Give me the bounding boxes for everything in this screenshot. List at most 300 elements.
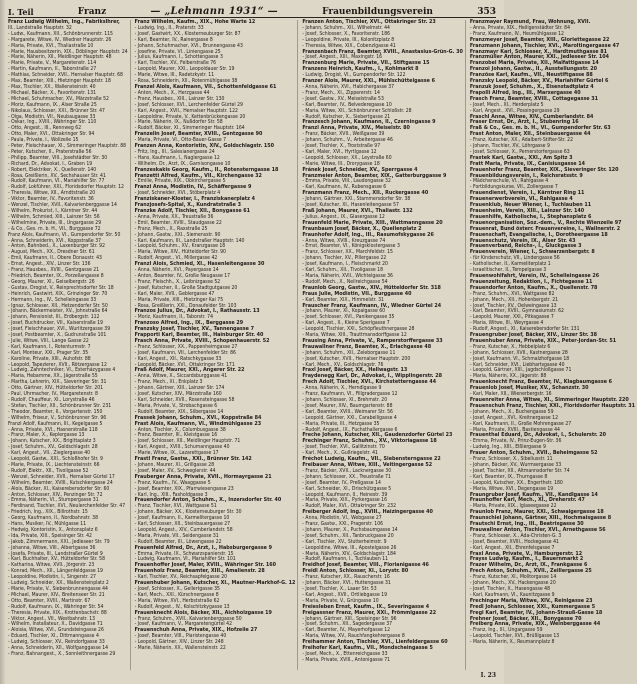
directory-entry: - Maria, Witwe, XVI., Herbststraße 62 <box>134 597 220 604</box>
directory-entry: - Aloisia, Witwe, XVI., Grundsteingasse 26 <box>8 627 104 634</box>
directory-entry: Frauendienst, Verein, I., Kärntner Ring 11 <box>469 190 585 197</box>
directory-entry: - Karl, Maler, XVII., Geblergasse 47 <box>134 290 215 297</box>
directory-entry: - Karl, Maler, XVI., Hyrtlgasse 12 <box>302 148 377 155</box>
directory-entry: Fraunlob Georg, Gastw., XIV., Hütteldorfer Str. 318 <box>302 284 441 291</box>
directory-entry: - Rosa, Schneiderin, XII., Rotenmühlgasse 38 <box>134 78 238 85</box>
directory-entry: Frauenlob Josef, Musiker, XV., Schanzstr. 30 <box>469 385 589 392</box>
directory-entry: III., Landstraße Hauptstr. 32 <box>8 24 72 31</box>
directory-entry: - Karl, Maler, XII., Wienerbergstr. 16 <box>469 391 552 398</box>
directory-entry: - Wenzel, Schneider, XVII., Hernalser Gürtel 17 <box>8 473 115 480</box>
directory-entry: - Maria, Private, V., Strobachgasse 6 <box>134 402 218 409</box>
directory-entry: - Emma, Näherin, VI., Stumpergasse 31 <box>8 497 99 504</box>
directory-entry: - Johann, Tischler, XV., Pillergasse 22 <box>302 255 387 262</box>
directory-entry: - Johann, Schlosser, XI., Brehmstr. 20 <box>302 397 388 403</box>
directory-entry: - Leopoldine, Private, III., Kolonitzplatz 8 <box>302 36 395 43</box>
directory-entry: - Ida, Private, XIII., Speisinger Str. 42 <box>8 532 92 539</box>
directory-entry: - Johann, Bäckermeister, XV., Johnstraße 64 <box>8 308 108 315</box>
column-3 <box>300 20 466 670</box>
directory-entry: - Friedrich, Beamter, IX., Porzellangasse 8 <box>8 272 104 279</box>
directory-entry: - Nikolaus, Schlosser, XXI., Brünner Str. 47 <box>8 107 105 114</box>
directory-entry: - Josef, Tischler, X., Troststraße 97 <box>302 143 381 150</box>
directory-entry: - Anton, Beamter, IV., Große Neugasse 17 <box>134 272 231 279</box>
directory-entry: - Josefa, Private, III., Landstraßer Gürtel 9 <box>8 550 103 557</box>
directory-entry: - Viktor, Beamter, IV., Favoritenstr. 36 <box>8 196 94 203</box>
directory-entry: Frauenfeld Marie, Private, XIII., Wattmanngasse 20 <box>302 219 443 226</box>
directory-entry: - Maria, Private, III., Hetzgasse 35 <box>302 420 380 427</box>
directory-entry: Franzetti Alfred, Kaufm., VII., Kirchengasse 32 <box>134 172 262 179</box>
directory-entry: Frastl Franz, Gastw., XXI., Brünner Str. 142 <box>134 456 252 463</box>
directory-entry: Frapporti Karl, Beamter, III., Hainburger Str. 40 <box>134 332 264 339</box>
directory-entry: Frapolli Alfred, Ing., III., Marxergasse 40 <box>469 89 581 96</box>
directory-entry: Frassek Johann, Schuhm., XVI., Koppstraße 84 <box>134 414 262 421</box>
directory-entry: Fredl Johann, Schlosser, XXI., Kummergasse 5 <box>469 603 596 610</box>
directory-entry: - Johann, Mech., XII., Hohenbergstr. 21 <box>469 296 559 303</box>
directory-entry: - Johann, Schuhm., V., Arbeitergasse 46 <box>302 137 393 144</box>
directory-entry: - Leopold, Kaufmann, II., Heinestr. 39 <box>302 491 388 498</box>
directory-entry: - Max, Beamter, XIII., Hietzinger Hauptstr. 18 <box>8 78 111 85</box>
page-footer: I. 23 <box>480 672 496 679</box>
directory-entry: Frauenthal Eduard, Dr., Advokat, I., Schulerstr. 20 <box>469 432 607 439</box>
directory-entry: Frauenknecht Alois, Bäcker, XII., Aichholzgasse 19 <box>134 609 272 616</box>
directory-entry: Fraus Julie, Modistin, VII., Burggasse 40 <box>302 290 412 297</box>
directory-entry: - Ludwig, Schlosser, XV., Reindorfgasse 33 <box>8 639 105 646</box>
directory-entry: Frauenklub, Neuer Wiener, I., Tuchlauben 11 <box>469 202 592 209</box>
directory-entry: - Anna, Witwe, X., Siccardsburggasse 41 <box>134 373 228 380</box>
directory-entry: Franzoi Johann, Gastw., II., Ausstellungsstr. 20 <box>469 66 598 73</box>
directory-entry: Frechinger Franz, Schuhm., XV., Viktoriagasse 18 <box>302 438 437 445</box>
directory-entry: Fraß Adolf, Maurer, XXI., Angerer Str. 22 <box>134 367 245 374</box>
directory-entry: - Otto, Beamter, XVIII., Martinstr. 67 <box>8 597 91 604</box>
directory-entry: - Josef, Kaufmann, VI., Schmalzhofgasse 18 <box>469 355 570 362</box>
header-title: — „Lehmann 1931“ — <box>150 6 278 17</box>
directory-entry: Freibauer Anna, Witwe, XIII., Veitingergasse 52 <box>302 461 433 468</box>
directory-entry: - Johann, Mech., XV., Hackengasse 20 <box>469 580 556 587</box>
directory-entry: - Karl, Beamter, IX., Thurngasse 8 <box>469 473 548 480</box>
directory-entry: - Karl, Angest., II., Kleine Sperlgasse 7 <box>302 320 390 327</box>
directory-entry: Frechinger Maria, Witwe, XIV., Reinlgasse 23 <box>469 597 593 604</box>
directory-entry: - Rudolf, Kaufmann, VI., Mariahilfer Str. 77 <box>8 178 105 185</box>
directory-entry: - Rudolf, Beamter, XIX., Silbergasse 14 <box>134 408 224 415</box>
directory-entry: Frauendorfer Anton, Schuhm., X., Inzersdorfer Str. 40 <box>134 497 282 504</box>
directory-entry: - Leopold, Tischler, XXI., Schöpfleuthnergasse 28 <box>302 326 415 333</box>
directory-entry: - Anna, Private, XVI., Hasnerstraße 118 <box>8 426 98 433</box>
directory-entry: Frast Alois, Kaufmann, VI., Windmühlgasse 23 <box>134 420 262 427</box>
directory-entry: Franzen Anton, Tischler, XVI., Ottakringer Str. 23 <box>302 19 436 25</box>
directory-entry: - Rudolf, Chauffeur, XI., Lorystraße 46 <box>8 397 95 403</box>
directory-entry: - Karl, Tischler, XV., Stutterheimstr. 9 <box>302 538 387 545</box>
directory-entry: - Stefan, Tischler, XII., Schönbrunner Str. 231 <box>8 402 112 409</box>
directory-entry: Frauenhuber Johann, Kutscher, XI., Mautner-Markhof-G. 12 <box>134 580 296 587</box>
directory-entry: - Karl, Angest., XVI., Possingergasse 29 <box>469 107 560 114</box>
directory-entry: - Michael, Schuhmacher, XV., Märzstraße 52 <box>8 95 109 102</box>
directory-entry: - Maria, Witwe, XVI., Degengasse 19 <box>469 485 554 492</box>
directory-entry: - Ludwig, Zahntechniker, VI., Esterházygasse 4 <box>8 367 116 374</box>
directory-entry: - Franz, Hausbes., XIII., Lainzer Str. 130 <box>134 95 225 102</box>
directory-entry: Franzesch Johann, Kaufmann, II., Czerningasse 9 <box>302 119 436 126</box>
directory-entry: - Theresia, Witwe, XIX., Cobenzlgasse 41 <box>302 42 396 49</box>
directory-entry: Fraunbaum Josef, Bäcker, X., Quellenplatz 2 <box>302 225 422 232</box>
directory-entry: - Karl, Beamter, IV., Rainergasse 8 <box>134 36 213 43</box>
directory-entry: - Rudolf, Angest., IX., Fuchsthallergasse 6 <box>302 426 398 433</box>
directory-entry: - Otto, Gärtner, XIV., Hütteldorfer Str. 201 <box>8 385 104 392</box>
directory-entry: - Emil, Kaufmann, II., Obere Donaustr. 43 <box>8 255 102 262</box>
directory-entry: - Rosa, Greißlerin, XV., Sechshauser Str. 41 <box>8 172 106 179</box>
directory-entry: - Alois, Bäcker, XI., Kaiserebersdorfer Str. 60 <box>8 485 110 492</box>
directory-entry: - Fritz, Ing., III., Salesianergasse 24 <box>134 148 215 155</box>
directory-entry: - Josef, Schuhm., XII., Tanbruckgasse 20 <box>302 532 394 539</box>
directory-entry: - Maria, Private, V., Grüngasse 10 <box>302 597 379 604</box>
directory-entry: - Johann, Gärtner, XIII., Lainzer Str. 174 <box>134 385 225 392</box>
directory-entry: - Josef, Schuhm., XV., Goldschlagstr. 28 <box>8 444 98 451</box>
directory-entry: - Karl, Tischler, XV., Felberstraße 76 <box>134 60 217 67</box>
directory-entry: - Heinrich, Gastwirt, XIX., Grinzinger Str. 70 <box>8 290 108 297</box>
directory-entry: Frauenreiter Anna, Witwe, XI., Simmeringer Hauptstr. 220 <box>469 397 629 403</box>
directory-entry: - Maria, Private, XVIII., Antonigasse 71 <box>302 656 391 663</box>
directory-entry: - Karl, Angest., XII., Ehrenfelsgasse 7 <box>469 544 555 551</box>
directory-entry: - Anna, Private, XIX., Heiligenstädter Str. 84 <box>469 24 571 31</box>
directory-entry: Franzjosefs-Spital, X., Kundratstraße 3 <box>134 202 241 209</box>
directory-entry: - Karl, Kaufmann, III., Landstraßer Hauptstr. 140 <box>134 237 245 244</box>
directory-entry: - Anna, Modistin, VI., Webgasse 27 <box>302 515 382 522</box>
directory-entry: Fraß Johann, Maurer, XVI., Thaliastr. 132 <box>302 208 413 214</box>
directory-entry: - Marie, Witwe, III., Drorygasse 18 <box>302 160 380 167</box>
directory-entry: - Josef, Schlosser, XII., Meidlinger Hauptstr. 71 <box>134 438 241 445</box>
directory-entry: Franzos Julius, Dr., Advokat, I., Rathausstr. 13 <box>134 308 260 315</box>
directory-entry: Frauenholz Franz, Beamter, XIII., Amalienstr. 28 <box>134 568 265 575</box>
directory-entry: - Josef, Angest., XVI., Kreitnergasse 12 <box>469 414 559 421</box>
directory-entry: Franziskaner-Kloster, I., Franziskanerplatz 4 <box>134 196 256 203</box>
directory-entry: - Wenzel, Tischler, XVII., Kalvarienberggasse 14 <box>8 202 117 209</box>
directory-entry: - Anna, Private, XX., Treustraße 36 <box>134 213 214 220</box>
directory-entry: Franzl Adolf, Kaufmann, III., Kegelgasse 5 <box>8 420 103 427</box>
directory-entry: - Johann, Schuhm., XII., Wilhelmstr. 44 <box>302 24 390 31</box>
directory-entry: - Maria, Näherin, XX., Jägerstr. 88 <box>469 373 547 380</box>
directory-entry: - Franz, Tischler, XVI., Wattgasse 51 <box>134 503 217 510</box>
directory-entry: - Franz, Mech., XI., Zippererstr. 14 <box>302 89 380 96</box>
directory-entry: Fraungruber Josef, Kaufm., VII., Kandlgasse 14 <box>469 491 598 498</box>
directory-entry: Franzmeier Anton, Beamter, XIX., Gatterburggasse 9 <box>302 172 447 179</box>
directory-entry: - Johann, Maurer, XI., Grillgasse 28 <box>134 461 215 468</box>
directory-entry: - Franz, Kaufm., IV., Waaggasse 5 <box>134 479 211 486</box>
directory-entry: Fraunschiel Johann, Gärtner, XIII., Hochmaisgasse 8 <box>469 515 612 522</box>
directory-entry: - Ernst, Angest., XIV., Linzer Str. 136 <box>8 261 91 268</box>
directory-entry: Frastek Karl, Gastw., XXI., Am Spitz 3 <box>469 154 573 161</box>
directory-entry: - Josef, Mech., XI., Herderplatz 5 <box>469 101 544 108</box>
directory-entry: - Josef, Tischler, X., Hasengasse 48 <box>469 586 550 592</box>
directory-entry: - Julius, Angest., IX., Glasergasse 12 <box>302 213 385 220</box>
directory-entry: Franzsky Leopold, Bäcker, XV., Mariahilfer Gürtel 6 <box>469 78 609 85</box>
directory-entry: Fraunhoffer Karl, Mech., XI., Dreherstr. 47 <box>469 497 585 504</box>
directory-entry: - Johann, Bäcker, XV., Wurmsergasse 33 <box>469 461 562 468</box>
directory-entry: - Josef, Beamter, XVIII., Hockegasse 41 <box>469 538 559 545</box>
directory-entry: - Anton, Schlosser, XIV., Penzinger Str. 72 <box>8 491 103 498</box>
directory-entry: Frech Adolf, Tischler, XVI., Kirchstetterngasse 44 <box>302 379 437 386</box>
directory-entry: - Emilie, Private, XIX., Obkirchergasse 5 <box>134 178 226 185</box>
directory-entry: - Johann, Bäcker, XVI., Huttengasse 31 <box>302 580 391 587</box>
header-left-word: Franz <box>77 7 107 17</box>
directory-entry: - Otto, Maler, XVI., Ottakringer Str. 94 <box>8 131 95 138</box>
directory-entry: - Josef, Gastwirt, XX., Klosterneuburger Str. 87 <box>134 30 241 37</box>
directory-entry: - Richard, Dr., Advokat, I., Graben 19 <box>8 160 93 167</box>
directory-entry: - Karoline, Private, XIII., Auhofstr. 88 <box>8 355 91 362</box>
directory-entry: - Josef, Kaufmann, VII., Lerchenfelder Str. 86 <box>134 349 236 356</box>
directory-entry: Franzmann Franz, Mech., XII., Ruckergasse 40 <box>302 190 429 197</box>
directory-entry: - Karl, Schlosser, XII., Steinbauergasse 27 <box>134 521 231 528</box>
directory-entry: - Wilhelm, Beamter, XVIII., Kutschkergasse 24 <box>8 479 113 486</box>
directory-entry: - Franz, Beamter, III., Kleistgasse 16 <box>134 432 218 439</box>
directory-entry: - Karl, Tischler, XV., Reichsapfelgasse 20 <box>134 574 228 581</box>
directory-entry: Frauberger Anna, Private, XVII., Hormayrgasse 21 <box>134 473 272 480</box>
directory-entry: - Johann, Schlosser, XX., Treustraße 71 <box>302 473 391 480</box>
directory-entry: Franz Ludwig Wilhelm, Ing., Fabrikslhrer, <box>8 19 120 25</box>
directory-entry: - Josef, Buchdrucker, VII., Kaiserstraße 19 <box>8 320 103 327</box>
directory-entry: Fraxl Josef, Bäcker, XX., Hellwagstr. 13 <box>302 367 408 374</box>
directory-entry: Frauengruber Josef, Bäcker, XIV., Linzer Str. 38 <box>469 332 597 339</box>
directory-entry: - Marie, Witwe, IX., Lazarettgasse 17 <box>134 450 219 457</box>
directory-entry: - Josef, Schlosser, XVI., Lerchenfelder Gürtel 29 <box>134 101 243 108</box>
directory-entry: - Karl, Schneider, XI., Drischützgasse 5 <box>302 485 392 492</box>
directory-entry: - Franz, Gastw., XXI., Pragerstr. 106 <box>302 521 384 528</box>
directory-entry: - Ferdinand, Tischler, XVI., Neulerchenfelder Str. 47 <box>8 503 126 510</box>
directory-entry: Franzen Anna, Kontoristin, XIV., Goldschlagstr. 150 <box>134 143 274 150</box>
directory-entry: Franzsky Josef, Tischler, XV., Tannengasse 7 <box>134 326 255 333</box>
directory-entry: - Franz, Kaufmann, IV., Heumühlgasse 12 <box>469 30 564 37</box>
directory-entry: - Franz, Schuhm., XVI., Wattgasse 82 <box>469 290 555 297</box>
directory-entry: - Theresia, Private, XIX., Krottenbachstr. 88 <box>8 609 107 616</box>
directory-entry: - Leopold, Gastw., XXI., Schloßhofer Str. 9 <box>8 456 103 463</box>
directory-entry: - Karl, Beamter, XVIII., Gymnasiumstr. 62 <box>469 308 564 315</box>
directory-entry: Frauwallner Anton, Tischler, XVI., Arnethgasse 56 <box>469 526 606 533</box>
directory-entry: - Franz, Schlosser, X., Ada-Christen-G. 3 <box>469 532 562 539</box>
directory-entry: - Karl, Angest., XII., Ratschkygasse 33 <box>134 355 222 362</box>
directory-entry: - Karl, Beamter, IV., Belvederegasse 10 <box>302 101 392 108</box>
directory-entry: - Josefine, Private, VI., Liniengasse 25 <box>134 48 221 55</box>
directory-entry: Frauenerwerbverein, VI., Rahlgasse 4 <box>469 196 573 203</box>
directory-entry: - Peter, Fleischhauer, XI., Simmeringer Hauptstr. 88 <box>8 143 127 150</box>
directory-entry: - Leopold, Maurer, XXI., Pitkagasse 7 <box>469 314 554 321</box>
directory-entry: - Karl, Beamter, XVIII., Weimarer Str. 56 <box>302 408 393 415</box>
directory-entry: - Paula, Private, I., Wollzeile 15 <box>8 137 79 144</box>
directory-entry: - Josef, Fleischhauer, XVI., Wurlitzergasse 39 <box>8 326 111 333</box>
directory-entry: - Josef, Tischler, X., Laaer Str. 53 <box>302 586 377 592</box>
directory-entry: Franzobel Maria, Private, XII., Malfattigasse 14 <box>469 60 599 67</box>
directory-entry: - Maria, Private, XVIII., Bastiengasse 44 <box>469 426 560 433</box>
directory-entry: - Karl, Kaufmann, II., Große Mohrengasse 27 <box>469 420 572 427</box>
directory-entry: Franzenbach Franz, Beamter, XVIII., Anastasius-Grün-G. 30 <box>302 48 463 55</box>
directory-entry: - Marie, Näherin, XX., Wallensteinstr. 22 <box>134 645 226 652</box>
directory-entry: - Josef, Kaufmann, I., Fleischmarkt 20 <box>302 261 388 268</box>
directory-entry: - Fortbildungskurse, VII., Zollergasse 7 <box>469 184 558 191</box>
directory-entry: Franzeskakis Georg, Kaufm., II., Rotensterngasse 18 <box>134 166 279 173</box>
directory-entry: Frauenverband, Reichs-, I., Gluckgasse 3 <box>469 243 582 250</box>
directory-entry: Franzoso Alfred, Ing., IX., Berggasse 29 <box>134 320 244 327</box>
directory-entry: Frausing Anna, Private, V., Ramperstorffergasse 33 <box>302 337 443 344</box>
directory-entry: - Oskar, Ing., XVIII., Währinger Str. 110 <box>8 119 97 126</box>
directory-entry: - Johann, Maurer, XI., Kopalgasse 60 <box>302 308 386 315</box>
directory-entry: - Maria, Private, XIX., Iglaseegasse 22 <box>469 503 557 510</box>
directory-entry: - Karl, Buchhalter, XV., Hütteldorfer Str. 58 <box>8 556 106 563</box>
directory-entry: - Maria, Hebamme, XX., Jägerstraße 55 <box>8 373 98 380</box>
directory-entry: - Marie, Näherin, XII., Meidlinger Hauptstr. 48 <box>8 54 112 61</box>
directory-entry: - Konrad, Mech., XII., Längenfeldgasse 19 <box>8 568 103 575</box>
directory-entry: - Rosa, Greißlerin, XXI., Donaufelder Str. 103 <box>134 302 237 309</box>
directory-entry: Frauenschutz, Verein, IX., Alser Str. 43 <box>469 237 576 244</box>
directory-entry: - Franz, Mech., X., Raxstraße 25 <box>134 225 208 232</box>
directory-entry: - Michael, Bäcker, X., Favoritenstr. 131 <box>8 89 97 96</box>
directory-entry: - Mathias, Schneider, XVII., Hernalser Hauptstr. 68 <box>8 72 123 79</box>
directory-entry: - Leopoldine, Witwe, III., Apostelgasse 26 <box>302 544 397 551</box>
directory-entry: - Josef, Beamter, XIX., Pfarrwiesengasse 23 <box>134 485 234 492</box>
directory-entry: - Karl, Beamter, XIX., Himmelstr. 31 <box>302 296 384 303</box>
directory-entry: - Johann, Kutscher, XX., Brigittaplatz 3 <box>8 438 96 445</box>
directory-entry: - Katharina, Witwe, XVII., Jörgerstr. 23 <box>8 562 95 569</box>
directory-entry: Franzmayr Karl, Schlosser, X., Hardtmuthgasse 81 <box>469 48 608 55</box>
directory-entry: - Ludwig, Ing., II., Praterstr. 33 <box>134 24 204 31</box>
directory-entry: - Josef, Schlosser, X., Pernerstorfergasse 63 <box>469 148 570 155</box>
directory-entry: Frech Anton, Schuhm., XVII., Zeillergasse 25 <box>469 568 592 575</box>
directory-entry: - Josef, Postbeamter, X., Gudrunstraße 101 <box>8 332 107 339</box>
directory-entry: - Maria, Witwe, III., Weyrgasse 4 <box>469 320 544 327</box>
directory-entry: - Franz, Bäcker, XVII., Lacknergasse 30 <box>302 467 392 474</box>
directory-entry: - Eduard, Tischler, XI., Dittmanngasse 4 <box>8 633 99 640</box>
page-number: 353 <box>477 7 496 17</box>
directory-entry: - Johann, Bäcker, XX., Klosterneuburger Str. 30 <box>134 509 242 516</box>
directory-entry: - Friedrich, Ing., XIX., Billrothstr. 15 <box>8 509 88 516</box>
directory-entry: - Michael, Maurer, XIV., Breitenseer Str. 21 <box>8 591 105 598</box>
directory-entry: - Josef, Mech., X., Ettenreichgasse 33 <box>302 650 388 657</box>
directory-entry: - Karl, Mech., XXI., Kürschnergasse 8 <box>134 591 219 598</box>
directory-entry: - Maria, Witwe, XV., Rauchfangkehrergasse 8 <box>302 633 405 640</box>
directory-entry: - Leopold, Kutscher, XX., Engerthstr. 180 <box>469 479 563 486</box>
directory-entry: - Maria, Witwe, XIII., Trauttmansdorffgasse 12 <box>302 332 407 339</box>
directory-entry: - Anna, Näherin, XVI., Habichergasse 37 <box>302 83 395 90</box>
directory-entry: - Jakob, Zimmermann, XXI., Jedleseer Str. 79 <box>8 538 110 545</box>
directory-entry: - Hedwig, Kontoristin, X., Antonsplatz 6 <box>8 526 98 533</box>
directory-entry: Frauenhilfe, Katholische, I., Stephansplatz 6 <box>469 213 592 220</box>
directory-entry: Frauenorganisation, Soz.-dem., V., Rechte Wienzeile 97 <box>469 219 622 226</box>
directory-entry: - Ignaz, Schlosser, XII., Hetzendorfer Str. 50 <box>8 302 108 309</box>
directory-entry: - Leopoldine, Modistin, I., Singerstr. 27 <box>8 574 96 581</box>
directory-entry: Franzmüller Anton, Maurer, XXI., Jedleseer Str. 104 <box>469 54 610 61</box>
directory-entry: - Rudolf, Bäcker, XI., Simmeringer Hauptstr. 164 <box>134 125 245 132</box>
directory-entry: - Ludwig, Kaufmann, VI., Mariahilfer Str. 101 <box>134 556 236 563</box>
directory-entry: - Israelitischer, II., Tempelgasse 3 <box>469 267 547 274</box>
directory-entry: - Marie, Hausbesitzerin, XIX., Döblinger Hauptstr. 24 <box>8 48 128 55</box>
directory-entry: - Anton, Tischler, X., Columbusgasse 38 <box>134 426 226 433</box>
directory-entry: - Hermann, Ing., IV., Schelleingasse 33 <box>8 296 97 303</box>
directory-entry: - Rudolf, Kaufmann, I., Tuchlauben 11 <box>302 556 389 563</box>
directory-entry: - Karl, Kaufmann, VI., Kaunitzgasse 9 <box>469 591 555 598</box>
directory-entry: Fraunlob Franz, Maurer, XXI., Schwaigergasse 18 <box>469 509 604 516</box>
directory-entry: - Marie, Private, V., Siebenbrunnengasse 44 <box>8 586 108 592</box>
directory-entry: Fránek Josef, Schneider, XV., Sperrgasse 4 <box>302 166 418 173</box>
directory-entry: - Johann, Schlosser, XVII., Kastnergasse 28 <box>469 349 568 356</box>
directory-entry: - Josef, Kaufmann, II., Karmelitergasse 10 <box>134 515 230 522</box>
directory-entry: - Anna, Näherin, X., Herndlgasse 9 <box>302 385 382 392</box>
directory-entry: - Wilhelm, Schmied, XIII., Lainzer Str. 56 <box>8 213 100 220</box>
directory-entry: - Theresia, Witwe, XII., Arndtstraße 20 <box>8 190 96 197</box>
directory-entry: - Johann, Tischler, XV., Löhrgasse 9 <box>469 143 550 150</box>
directory-entry: - Franz, Bäcker, XVII., Weißgasse 39 <box>302 131 385 138</box>
directory-entry: - Paul, Uhrmacher, IV., Margaretenstr. 8 <box>8 391 98 398</box>
listing-columns <box>6 19 635 670</box>
directory-entry: - Rudolf, Mech., X., Neilreichgasse 54 <box>302 278 388 285</box>
directory-entry: Frauenwohlfahrt, Verein, IV., Schelleingasse 26 <box>469 272 600 279</box>
directory-entry: - Emil, Beamter, XVIII., Staudgasse 22 <box>134 219 222 226</box>
directory-entry: - Johanna, Witwe, VIII., Albertgasse 36 <box>8 544 96 551</box>
directory-entry: - Franz, Mech., XI., Enkplatz 3 <box>134 379 203 386</box>
directory-entry: - Leopold, Gärtner, XXI., Carabelligasse 4 <box>302 414 397 421</box>
directory-entry: Frauenhofer Franz, Beamter, XIX., Sieveringer Str. 120 <box>469 166 619 173</box>
directory-entry: - Franz, Bahnangest., X., Sonnleithnergasse 29 <box>8 650 116 657</box>
directory-entry: - Josef, Beamter, VIII., Piaristengasse 40 <box>134 633 227 640</box>
directory-entry: - Otto, Angest., III., Rennweg 62 <box>8 125 82 132</box>
directory-entry: Frauenhoffer Josef, Maler, XVIII., Währinger Str. 160 <box>134 562 277 569</box>
directory-entry: - Rudolf, Elektr., XII., Tivoligasse 52 <box>8 467 89 474</box>
directory-entry: - Franz, Schlosser, XX., Pappenheimgasse 27 <box>134 343 238 350</box>
directory-entry: - Leopold, Gärtner, XIII., Jagdschloßgasse 71 <box>469 367 572 374</box>
directory-entry: Frasch Franz, Beamter, XVIII., Cottagegasse 31 <box>469 95 599 102</box>
directory-entry: - Rudolf, Maler, XVI., Ottakringer Str. 232 <box>302 503 397 510</box>
directory-entry: - Karl, Ing., XIII., Fasholdgasse 3 <box>134 491 208 498</box>
directory-entry: - Franz, Schuhm., XVII., Kalvarienberggasse 50 <box>134 615 242 622</box>
directory-entry: Franzenburg Marie, Private, VII., Stiftgasse 15 <box>302 60 430 67</box>
directory-entry: Frazer Wilhelm, Dr., Arzt, IX., Frankgasse 6 <box>469 562 588 569</box>
directory-entry: - Rudolf, Lokführer, XXI., Floridsdorfer Hauptstr. 12 <box>8 184 124 191</box>
directory-entry: - Franz, Schlosser, XX., Marchfeldstr. 15 <box>302 249 393 256</box>
directory-entry: - Karl, Schuhm., XII., Tivoligasse 18 <box>302 267 383 274</box>
directory-entry: Freiberger Adolf, Ing., XVIII., Haizingergasse 40 <box>302 509 433 516</box>
directory-entry: - Johann, Schuhmacher, XVI., Brunnengasse 43 <box>134 42 243 49</box>
directory-entry: Frauenbildungsverein, I., Reichsratsstr. 9 <box>469 172 583 179</box>
directory-entry: - Hans, Musiker, IV., Mühlgasse 11 <box>8 521 87 528</box>
directory-entry: - Josef, Schneider, XVI., Stöberplatz 4 <box>134 190 221 197</box>
directory-entry: - Karl, Angest., XVII., Ortliebgasse 19 <box>302 591 388 598</box>
directory-entry: - Hans, Kaufmann, I., Naglergasse 12 <box>134 154 220 161</box>
directory-entry: - Josef, Kutscher, XIV., Märzstraße 160 <box>134 391 222 398</box>
directory-entry: Fregl Karl, Beamter, IV., Johann-Strauß-Gasse 18 <box>469 609 603 616</box>
directory-entry: - Rudolf, Angest., VI., Millergasse 42 <box>134 255 218 262</box>
directory-entry: - Leopold, Tischler, XVI., Brüßlgasse 13 <box>469 633 560 640</box>
directory-entry: Frautschi Ernst, Ing., III., Beatrixgasse 30 <box>469 521 584 528</box>
directory-entry: - Leopold, Maurer, XXI., Leopoldauer Str. 19 <box>134 66 235 73</box>
directory-entry: - Karl, Angest., XVIII., Schumanngasse 40 <box>134 444 230 451</box>
directory-entry: Franzens Heinrich, Kaufm., I., Kohlmarkt 8 <box>302 66 419 73</box>
directory-entry: - Maria, Witwe, XIV., Hütteldorfer Str. 90 <box>134 249 226 256</box>
directory-entry: - Georg, Maurer, XI., Geiselbergstr. 26 <box>8 278 95 285</box>
directory-entry: - Johann, Schuhm., XII., Zeleborgasse 11 <box>302 349 396 356</box>
directory-entry: Franzl Anna, Private, XIV., Meiselstr. 80 <box>302 125 410 132</box>
column-2 <box>133 20 299 670</box>
directory-entry: - Leopold, Tapezierer, XVII., Rötzergasse 12 <box>8 361 107 368</box>
directory-entry: - Maria, Private, VII., Seidengasse 31 <box>134 532 219 539</box>
directory-entry: Franzer Alois, Maurer, XXI., Mühlschüttelgasse 6 <box>302 78 435 85</box>
running-header <box>8 3 496 18</box>
directory-entry: - Marie, Näherin, IX., Nußdorfer Str. 58 <box>134 119 223 126</box>
directory-entry: - Franz, Schlosser, X., Sibeliusstr. 11 <box>469 456 553 463</box>
directory-entry: - Josef, Maurer, XIV., Baumgartenstr. 88 <box>302 402 393 409</box>
directory-entry: - Anna, Näherin, XVI., Payergasse 14 <box>134 267 219 274</box>
directory-entry: - Karl, Schneider, XVII., Rosensteingasse 58 <box>134 397 235 403</box>
directory-entry: - Karl, Mech., X., Gußriegelstr. 41 <box>302 450 378 457</box>
directory-entry: - Moriz, Kaufmann, II., Taborstr. 74 <box>134 314 213 321</box>
directory-entry: - Josef, Beamter, IV., Preßgasse 14 <box>302 479 381 486</box>
directory-entry: Freche Johann, Kutscher, XII., Gaudenzdorfer Gürtel 23 <box>302 432 453 439</box>
directory-entry: - Wilhelm, Installateur, X., Davidgasse 71 <box>8 621 103 628</box>
directory-entry: - Karl, Kaufmann, I., Rotenturmstr. 7 <box>8 343 91 350</box>
directory-entry: Fratt Maria, Private, IX., Canisiusgasse 14 <box>469 160 586 167</box>
directory-entry: Franzi Anna, Modistin, IV., Schäffergasse 9 <box>134 184 252 191</box>
